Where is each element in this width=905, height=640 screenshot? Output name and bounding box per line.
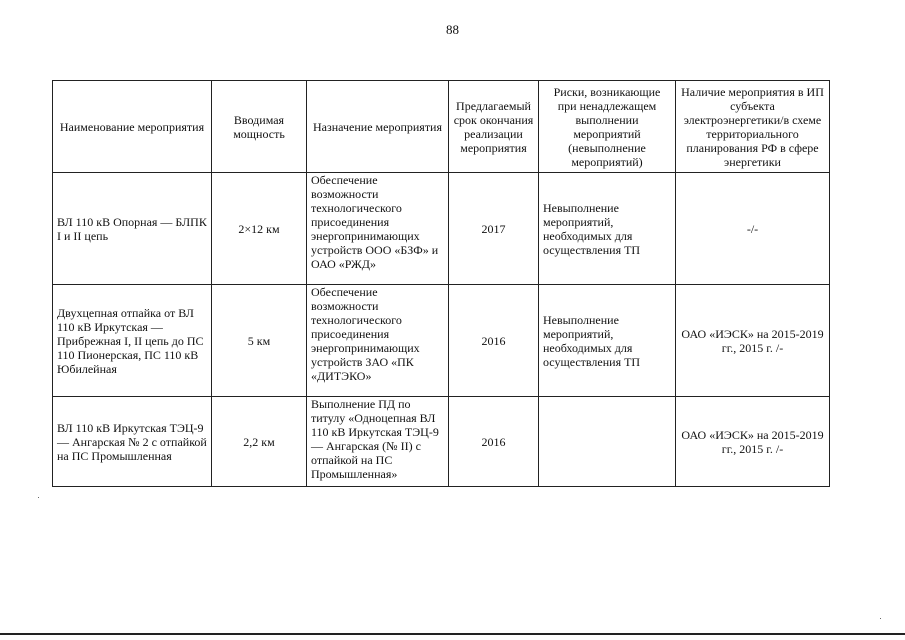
cell-name: ВЛ 110 кВ Иркутская ТЭЦ-9 — Ангарская № 2 с отпайкой на ПС Промышленная: [53, 397, 212, 487]
page-number: 88: [446, 22, 459, 37]
cell-risks: Невыполнение мероприятий, необходимых для осуществления ТП: [539, 173, 676, 285]
table-row: [53, 285, 830, 397]
header-purpose: Назначение мероприятия: [307, 81, 449, 173]
cell-risks: Невыполнение мероприятий, необходимых для осуществления ТП: [539, 285, 676, 397]
scan-speck: [38, 497, 39, 498]
scan-bottom-edge: [0, 633, 905, 635]
cell-capacity: 2,2 км: [212, 397, 307, 487]
cell-purpose: Обеспечение возможности технологического присоединения энергопринимающих устройств ООО «БЗФ» и ОАО «РЖД»: [307, 173, 449, 285]
cell-deadline: 2016: [449, 285, 539, 397]
cell-plan: -/-: [676, 173, 830, 285]
cell-name: Двухцепная отпайка от ВЛ 110 кВ Иркутская — Прибрежная I, II цепь до ПС 110 Пионерская, ПС 110 кВ Юбилейная: [53, 285, 212, 397]
cell-purpose: Обеспечение возможности технологического присоединения энергопринимающих устройств ЗАО «ПК «ДИТЭКО»: [307, 285, 449, 397]
header-risks: Риски, возникающие при ненадлежащем выполнении мероприятий (невыполнение мероприятий): [539, 81, 676, 173]
cell-purpose: Выполнение ПД по титулу «Одноцепная ВЛ 110 кВ Иркутская ТЭЦ-9 — Ангарская (№ II) с отпайкой на ПС Промышленная»: [307, 397, 449, 487]
cell-risks: [539, 397, 676, 487]
header-capacity: Вводимая мощность: [212, 81, 307, 173]
measures-table: [52, 80, 830, 487]
header-deadline: Предлагаемый срок окончания реализации мероприятия: [449, 81, 539, 173]
cell-plan: ОАО «ИЭСК» на 2015-2019 гг., 2015 г. /-: [676, 285, 830, 397]
header-name: Наименование мероприятия: [53, 81, 212, 173]
table-row: [53, 397, 830, 487]
table-row: [53, 173, 830, 285]
scan-speck: [880, 618, 881, 619]
cell-deadline: 2016: [449, 397, 539, 487]
cell-deadline: 2017: [449, 173, 539, 285]
cell-plan: ОАО «ИЭСК» на 2015-2019 гг., 2015 г. /-: [676, 397, 830, 487]
header-plan: Наличие мероприятия в ИП субъекта электроэнергетики/в схеме территориального планирования РФ в сфере энергетики: [676, 81, 830, 173]
cell-capacity: 5 км: [212, 285, 307, 397]
table-header-row: [53, 81, 830, 173]
cell-name: ВЛ 110 кВ Опорная — БЛПК I и II цепь: [53, 173, 212, 285]
cell-capacity: 2×12 км: [212, 173, 307, 285]
